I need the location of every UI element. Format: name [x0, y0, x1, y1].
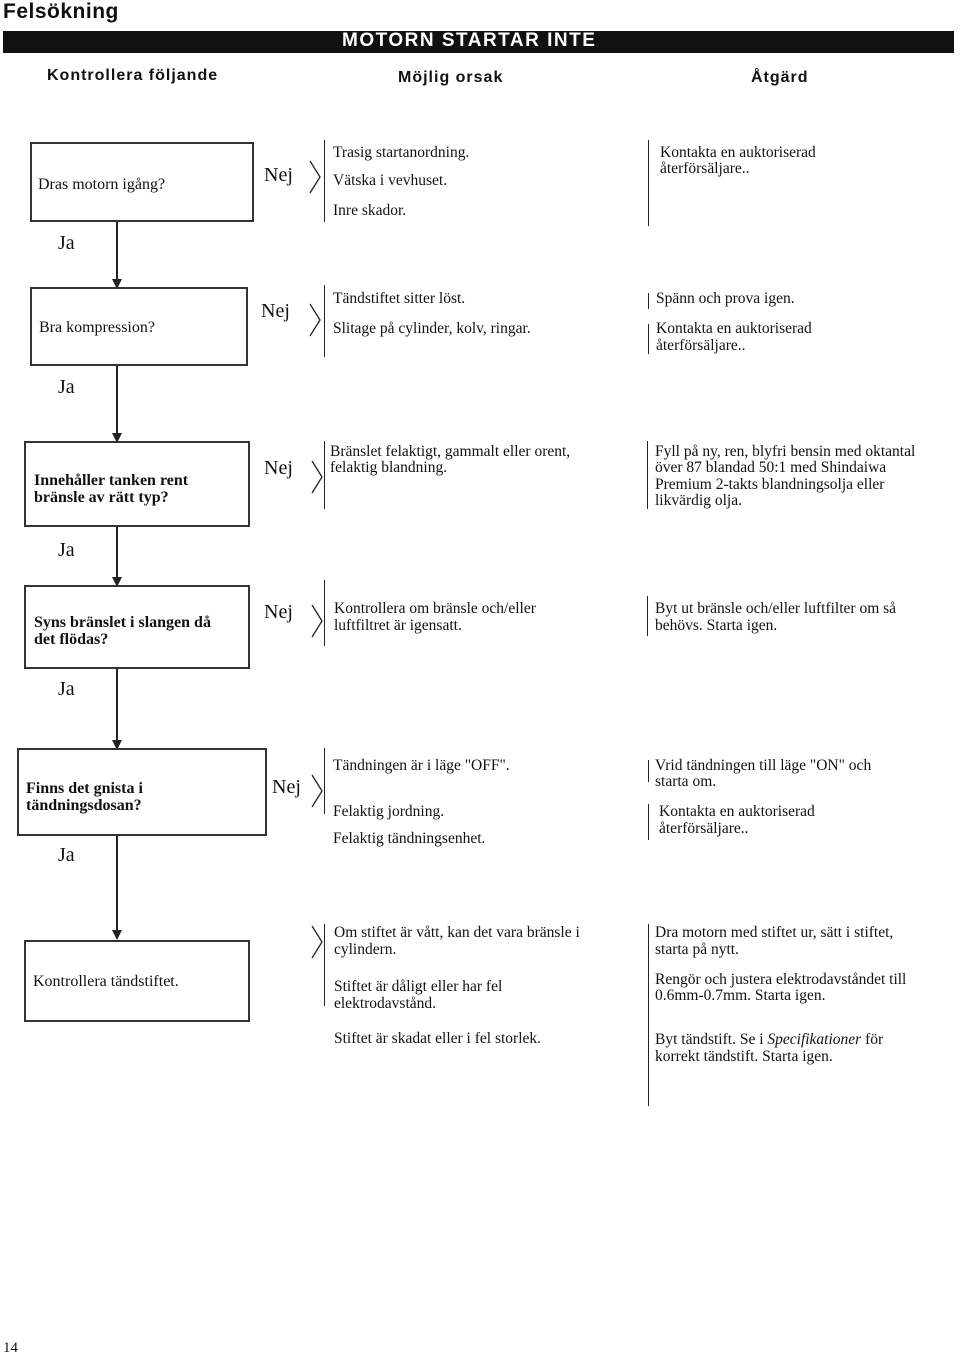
spec-reference: Specifikationer: [767, 1031, 862, 1048]
no-label: Nej: [272, 776, 301, 798]
yes-label: Ja: [58, 844, 75, 866]
yes-label: Ja: [58, 232, 75, 254]
cause-divider: [324, 580, 325, 646]
cause-divider: [324, 285, 325, 357]
question-text: det flödas?: [34, 631, 109, 648]
flow-arrowhead-5: [112, 930, 122, 940]
action-divider: [648, 324, 649, 354]
cause-divider: [324, 924, 325, 1006]
nej-arrow-5: [312, 775, 322, 807]
cause-text: Bränslet felaktigt, gammalt eller orent,: [330, 443, 571, 460]
cause-text: felaktig blandning.: [330, 459, 448, 476]
question-text: Kontrollera tändstiftet.: [33, 973, 179, 990]
action-text: Spänn och prova igen.: [656, 290, 795, 307]
action-text: [655, 1031, 883, 1048]
yes-label: Ja: [58, 376, 75, 398]
action-text-part: för: [861, 1031, 884, 1048]
action-text: Byt ut bränsle och/eller luftfilter om så: [655, 600, 897, 617]
cause-text: Felaktig tändningsenhet.: [333, 830, 486, 847]
cause-text: Tändningen är i läge "OFF".: [333, 757, 510, 774]
action-divider: [648, 804, 649, 840]
cause-text: Stiftet är dåligt eller har fel: [334, 978, 503, 995]
no-label: Nej: [261, 300, 290, 322]
action-text-part: Byt tändstift. Se i: [655, 1031, 768, 1048]
cause-text: luftfiltret är igensatt.: [334, 617, 462, 634]
cause-text: Vätska i vevhuset.: [333, 172, 448, 189]
column-header-check: Kontrollera följande: [47, 67, 219, 84]
cause-divider: [324, 140, 325, 222]
action-text: 0.6mm-0.7mm. Starta igen.: [655, 987, 826, 1004]
nej-arrow-4: [312, 605, 322, 637]
action-text: Kontakta en auktoriserad: [660, 144, 816, 161]
action-text: starta om.: [655, 773, 717, 790]
yes-label: Ja: [58, 678, 75, 700]
cause-text: cylindern.: [334, 941, 397, 958]
action-text: korrekt tändstift. Starta igen.: [655, 1048, 833, 1065]
question-text: Dras motorn igång?: [38, 176, 166, 193]
question-text: bränsle av rätt typ?: [34, 489, 169, 506]
action-text: Kontakta en auktoriserad: [659, 803, 815, 820]
action-text: Dra motorn med stiftet ur, sätt i stiftet,: [655, 924, 894, 941]
cause-text: Stiftet är skadat eller i fel storlek.: [334, 1030, 542, 1047]
action-text: likvärdig olja.: [655, 492, 742, 509]
question-text: tändningsdosan?: [26, 797, 142, 814]
question-text: Finns det gnista i: [26, 780, 143, 797]
page-title: Felsökning: [3, 0, 119, 23]
cause-text: Inre skador.: [333, 202, 407, 219]
action-text: över 87 blandad 50:1 med Shindaiwa: [655, 459, 887, 476]
cause-text: Om stiftet är vått, kan det vara bränsle i: [334, 924, 580, 941]
cause-divider: [324, 441, 325, 509]
cause-text: Tändstiftet sitter löst.: [333, 290, 466, 307]
action-divider: [647, 596, 648, 636]
nej-arrow-6: [312, 926, 322, 958]
banner-title: MOTORN STARTAR INTE: [342, 30, 597, 51]
action-text: starta på nytt.: [655, 941, 739, 958]
nej-arrow-2: [310, 304, 320, 336]
cause-text: elektrodavstånd.: [334, 995, 437, 1012]
question-text: Syns bränslet i slangen då: [34, 614, 211, 631]
action-text: återförsäljare..: [659, 820, 749, 837]
cause-text: Slitage på cylinder, kolv, ringar.: [333, 320, 531, 337]
question-text: Bra kompression?: [39, 319, 155, 336]
action-text: Rengör och justera elektrodavståndet till: [655, 971, 907, 988]
action-text: Fyll på ny, ren, blyfri bensin med oktantal: [655, 443, 916, 460]
yes-label: Ja: [58, 539, 75, 561]
question-text: Innehåller tanken rent: [34, 472, 189, 489]
action-text: Premium 2-takts blandningsolja eller: [655, 476, 885, 493]
action-text: Vrid tändningen till läge "ON" och: [655, 757, 872, 774]
action-divider: [648, 924, 649, 1106]
action-divider: [647, 441, 648, 509]
action-divider: [648, 760, 649, 782]
action-divider: [648, 293, 649, 309]
nej-arrow-3: [312, 461, 322, 493]
cause-divider: [324, 748, 325, 814]
action-text: återförsäljare..: [660, 160, 750, 177]
no-label: Nej: [264, 164, 293, 186]
no-label: Nej: [264, 457, 293, 479]
column-header-cause: Möjlig orsak: [398, 69, 504, 86]
cause-text: Felaktig jordning.: [333, 803, 445, 820]
cause-text: Kontrollera om bränsle och/eller: [334, 600, 536, 617]
action-divider: [648, 140, 649, 226]
column-header-action: Åtgärd: [751, 69, 809, 86]
page-number: 14: [3, 1340, 18, 1356]
nej-arrow-1: [310, 161, 320, 193]
action-text: behövs. Starta igen.: [655, 617, 778, 634]
cause-text: Trasig startanordning.: [333, 144, 470, 161]
no-label: Nej: [264, 601, 293, 623]
action-text: Kontakta en auktoriserad: [656, 320, 812, 337]
action-text: återförsäljare..: [656, 337, 746, 354]
